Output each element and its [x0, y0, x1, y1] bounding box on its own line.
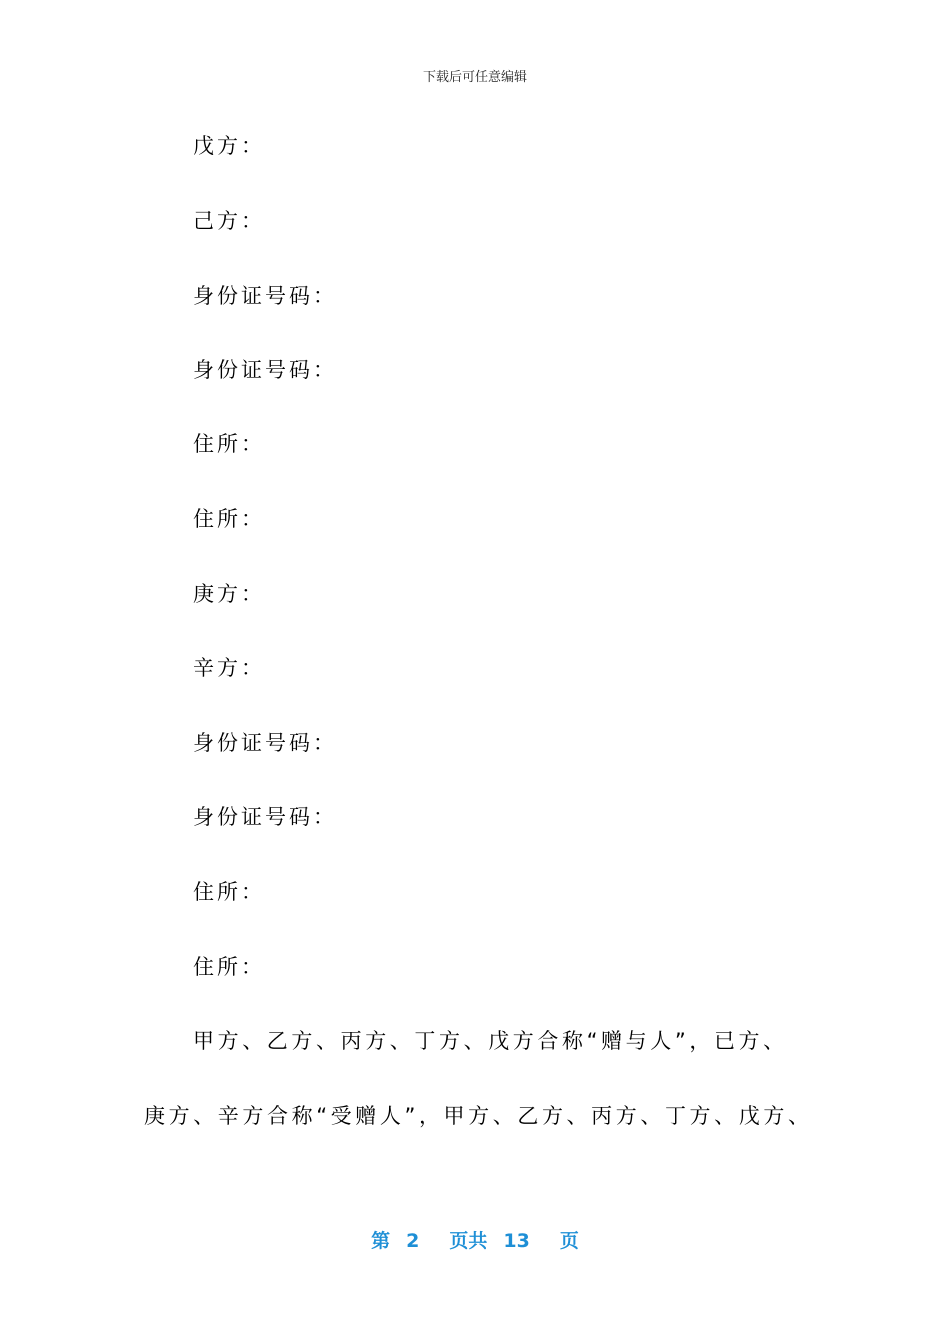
- address-label: 住所：: [193, 507, 265, 531]
- party-xin-label: 辛方：: [193, 656, 265, 680]
- footer-middle: 页共: [449, 1230, 488, 1252]
- footer-prefix: 第: [371, 1230, 391, 1252]
- id-number-label: 身份证号码：: [193, 284, 337, 308]
- address-label: 住所：: [193, 880, 265, 904]
- total-pages-number: 13: [503, 1230, 530, 1252]
- party-wu-label: 戊方：: [193, 134, 265, 158]
- paragraph-line-2: 庚方、辛方合称“受赠人”，甲方、乙方、丙方、丁方、戊方、: [144, 1104, 813, 1128]
- current-page-number: 2: [406, 1230, 420, 1252]
- party-ji-label: 己方：: [193, 209, 265, 233]
- party-geng-label: 庚方：: [193, 582, 265, 606]
- footer-suffix: 页: [559, 1230, 579, 1252]
- id-number-label: 身份证号码：: [193, 805, 337, 829]
- page-footer: [0, 1226, 950, 1253]
- id-number-label: 身份证号码：: [193, 731, 337, 755]
- id-number-label: 身份证号码：: [193, 358, 337, 382]
- address-label: 住所：: [193, 432, 265, 456]
- page-header-note: 下载后可任意编辑: [422, 70, 527, 85]
- paragraph-line-1: 甲方、乙方、丙方、丁方、戊方合称“赠与人”，已方、: [193, 1029, 788, 1053]
- address-label: 住所：: [193, 955, 265, 979]
